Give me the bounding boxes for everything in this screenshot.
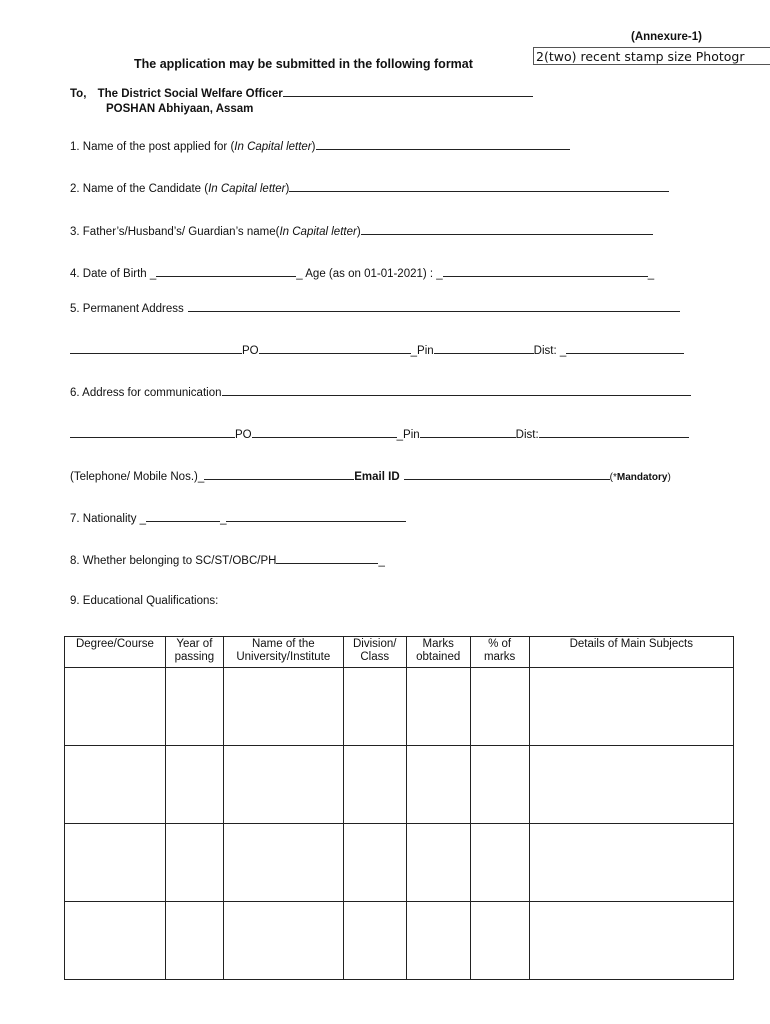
- pin2-blank[interactable]: [420, 427, 516, 438]
- table-cell[interactable]: [470, 746, 529, 824]
- field-candidate-name: [70, 181, 669, 195]
- nationality-blank-2[interactable]: [226, 511, 406, 522]
- dist-label: Dist: _: [533, 345, 567, 357]
- table-cell[interactable]: [165, 668, 223, 746]
- table-cell[interactable]: [529, 746, 733, 824]
- org-label: POSHAN Abhiyaan, Assam: [106, 103, 254, 115]
- communication-address-label: 6. Address for communication: [70, 387, 222, 399]
- table-cell[interactable]: [65, 824, 166, 902]
- nationality-label: 7. Nationality _: [70, 513, 147, 525]
- table-cell[interactable]: [470, 668, 529, 746]
- field-2-label: 2. Name of the Candidate (: [70, 183, 209, 195]
- table-cell[interactable]: [343, 668, 406, 746]
- table-cell[interactable]: [223, 668, 343, 746]
- field-communication-address: [70, 385, 691, 399]
- nationality-blank-1[interactable]: [146, 511, 220, 522]
- table-cell[interactable]: [65, 668, 166, 746]
- table-row: [65, 746, 734, 824]
- col-year: Year of passing: [165, 637, 223, 668]
- field-1-label: 1. Name of the post applied for (: [70, 141, 235, 153]
- po2-blank[interactable]: [252, 427, 397, 438]
- col-subjects: Details of Main Subjects: [529, 637, 733, 668]
- po-label: PO: [242, 345, 259, 357]
- table-cell[interactable]: [529, 668, 733, 746]
- address-block: [70, 86, 533, 100]
- permanent-address-label: 5. Permanent Address: [70, 303, 184, 315]
- field-2-close: ): [285, 183, 290, 195]
- table-row: [65, 824, 734, 902]
- dist-blank[interactable]: [566, 343, 684, 354]
- dist2-blank[interactable]: [539, 427, 689, 438]
- field-dob-age: [70, 266, 654, 280]
- field-1-italic: In Capital letter: [234, 141, 312, 153]
- table-cell[interactable]: [529, 824, 733, 902]
- table-cell[interactable]: [406, 668, 470, 746]
- category-label: 8. Whether belonging to SC/ST/OBC/PH: [70, 555, 277, 567]
- field-post-applied: [70, 139, 570, 153]
- category-tail: _: [378, 555, 385, 567]
- to-label: To,: [70, 88, 87, 100]
- age-label: _ Age (as on 01-01-2021) : _: [296, 268, 443, 280]
- table-cell[interactable]: [165, 902, 223, 980]
- table-row: [65, 902, 734, 980]
- table-cell[interactable]: [343, 824, 406, 902]
- table-cell[interactable]: [470, 902, 529, 980]
- age-blank[interactable]: [443, 266, 648, 277]
- photo-box: 2(two) recent stamp size Photogr: [533, 47, 770, 65]
- guardian-name-blank[interactable]: [361, 224, 653, 235]
- table-cell[interactable]: [65, 902, 166, 980]
- communication-address-blank[interactable]: [222, 385, 691, 396]
- field-3-label: 3. Father’s/Husband’s/ Guardian’s name(: [70, 226, 280, 238]
- dob-label: 4. Date of Birth _: [70, 268, 157, 280]
- field-guardian-name: [70, 224, 653, 238]
- po-blank[interactable]: [259, 343, 411, 354]
- mandatory-close: ): [667, 472, 671, 483]
- col-university: Name of the University/Institute: [223, 637, 343, 668]
- table-cell[interactable]: [223, 746, 343, 824]
- po2-label: PO: [235, 429, 252, 441]
- telephone-label: (Telephone/ Mobile Nos.)_: [70, 471, 205, 483]
- table-cell[interactable]: [165, 824, 223, 902]
- table-cell[interactable]: [343, 902, 406, 980]
- table-cell[interactable]: [529, 902, 733, 980]
- mandatory-label: Mandatory: [616, 472, 668, 483]
- field-2-italic: In Capital letter: [208, 183, 286, 195]
- permanent-address-blank[interactable]: [188, 301, 680, 312]
- annexure-label: (Annexure-1): [631, 31, 702, 43]
- age-tail: _: [647, 268, 655, 280]
- permanent-address-line2: [70, 343, 684, 357]
- col-division: Division/ Class: [343, 637, 406, 668]
- comm-line-blank[interactable]: [70, 427, 235, 438]
- officer-label: The District Social Welfare Officer: [97, 88, 283, 100]
- table-cell[interactable]: [223, 824, 343, 902]
- email-label: Email ID: [354, 471, 400, 483]
- col-percent: % of marks: [470, 637, 529, 668]
- officer-blank[interactable]: [283, 86, 533, 97]
- field-contact: [70, 469, 671, 483]
- field-1-close: ): [311, 141, 316, 153]
- table-cell[interactable]: [223, 902, 343, 980]
- educational-qualifications-label: 9. Educational Qualifications:: [70, 595, 219, 607]
- qualifications-table: [64, 636, 734, 980]
- pin-blank[interactable]: [434, 343, 534, 354]
- post-applied-blank[interactable]: [316, 139, 570, 150]
- telephone-blank[interactable]: [204, 469, 354, 480]
- table-cell[interactable]: [343, 746, 406, 824]
- pin2-label: _Pin: [396, 429, 420, 441]
- dist2-label: Dist:: [515, 429, 539, 441]
- col-degree: Degree/Course: [65, 637, 166, 668]
- field-category: [70, 553, 385, 567]
- nationality-sep: _: [220, 513, 227, 525]
- table-row: [65, 668, 734, 746]
- communication-address-line2: [70, 427, 689, 441]
- category-blank[interactable]: [276, 553, 378, 564]
- candidate-name-blank[interactable]: [289, 181, 669, 192]
- mandatory-open: (*: [609, 472, 617, 483]
- table-cell[interactable]: [406, 902, 470, 980]
- email-blank[interactable]: [404, 469, 610, 480]
- field-3-close: ): [356, 226, 361, 238]
- pin-label: _Pin: [410, 345, 434, 357]
- field-nationality: [70, 511, 406, 525]
- table-cell[interactable]: [406, 824, 470, 902]
- page-title: The application may be submitted in the following format: [134, 57, 473, 71]
- field-3-italic: In Capital letter: [279, 226, 357, 238]
- col-marks: Marks obtained: [406, 637, 470, 668]
- dob-blank[interactable]: [156, 266, 296, 277]
- address-line-blank[interactable]: [70, 343, 242, 354]
- table-cell[interactable]: [65, 746, 166, 824]
- field-permanent-address: [70, 301, 680, 315]
- table-header-row: [65, 637, 734, 668]
- table-cell[interactable]: [406, 746, 470, 824]
- table-cell[interactable]: [165, 746, 223, 824]
- table-cell[interactable]: [470, 824, 529, 902]
